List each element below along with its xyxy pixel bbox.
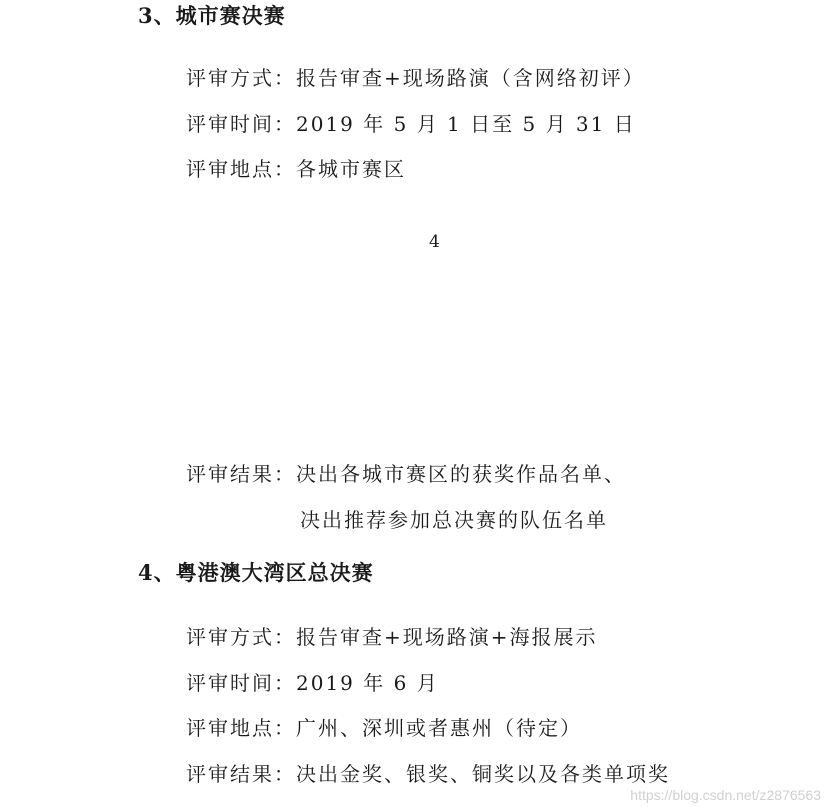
result-value-line-2: 决出推荐参加总决赛的队伍名单 bbox=[300, 508, 608, 532]
section-3-place-row bbox=[186, 153, 406, 182]
result-value-line-1: 决出各城市赛区的获奖作品名单、 bbox=[296, 462, 626, 486]
place-label: 评审地点： bbox=[186, 157, 296, 181]
method-label: 评审方式： bbox=[186, 625, 296, 649]
section-4-method-row bbox=[186, 621, 598, 650]
time-value: 2019 年 5 月 1 日至 5 月 31 日 bbox=[296, 112, 636, 136]
section-4-heading: 4、粤港澳大湾区总决赛 bbox=[138, 560, 374, 585]
time-value: 2019 年 6 月 bbox=[296, 671, 439, 695]
section-3-method-row bbox=[186, 62, 645, 91]
result-label: 评审结果： bbox=[186, 462, 296, 486]
method-label: 评审方式： bbox=[186, 66, 296, 90]
result-label: 评审结果： bbox=[186, 762, 296, 786]
section-4-result-row bbox=[186, 758, 670, 787]
place-value: 广州、深圳或者惠州（待定） bbox=[296, 716, 582, 740]
page-number: 4 bbox=[429, 232, 440, 252]
section-4-time-row bbox=[186, 667, 439, 696]
section-4-place-row bbox=[186, 712, 582, 741]
time-label: 评审时间： bbox=[186, 112, 296, 136]
method-value: 报告审查+现场路演（含网络初评） bbox=[296, 66, 645, 90]
result-value: 决出金奖、银奖、铜奖以及各类单项奖 bbox=[296, 762, 670, 786]
method-value: 报告审查+现场路演+海报展示 bbox=[296, 625, 598, 649]
place-label: 评审地点： bbox=[186, 716, 296, 740]
section-3-heading: 3、城市赛决赛 bbox=[138, 3, 286, 28]
section-3-time-row bbox=[186, 108, 636, 137]
time-label: 评审时间： bbox=[186, 671, 296, 695]
section-3-result-row bbox=[186, 458, 626, 487]
place-value: 各城市赛区 bbox=[296, 157, 406, 181]
watermark: https://blog.csdn.net/z2876563 bbox=[630, 787, 821, 803]
